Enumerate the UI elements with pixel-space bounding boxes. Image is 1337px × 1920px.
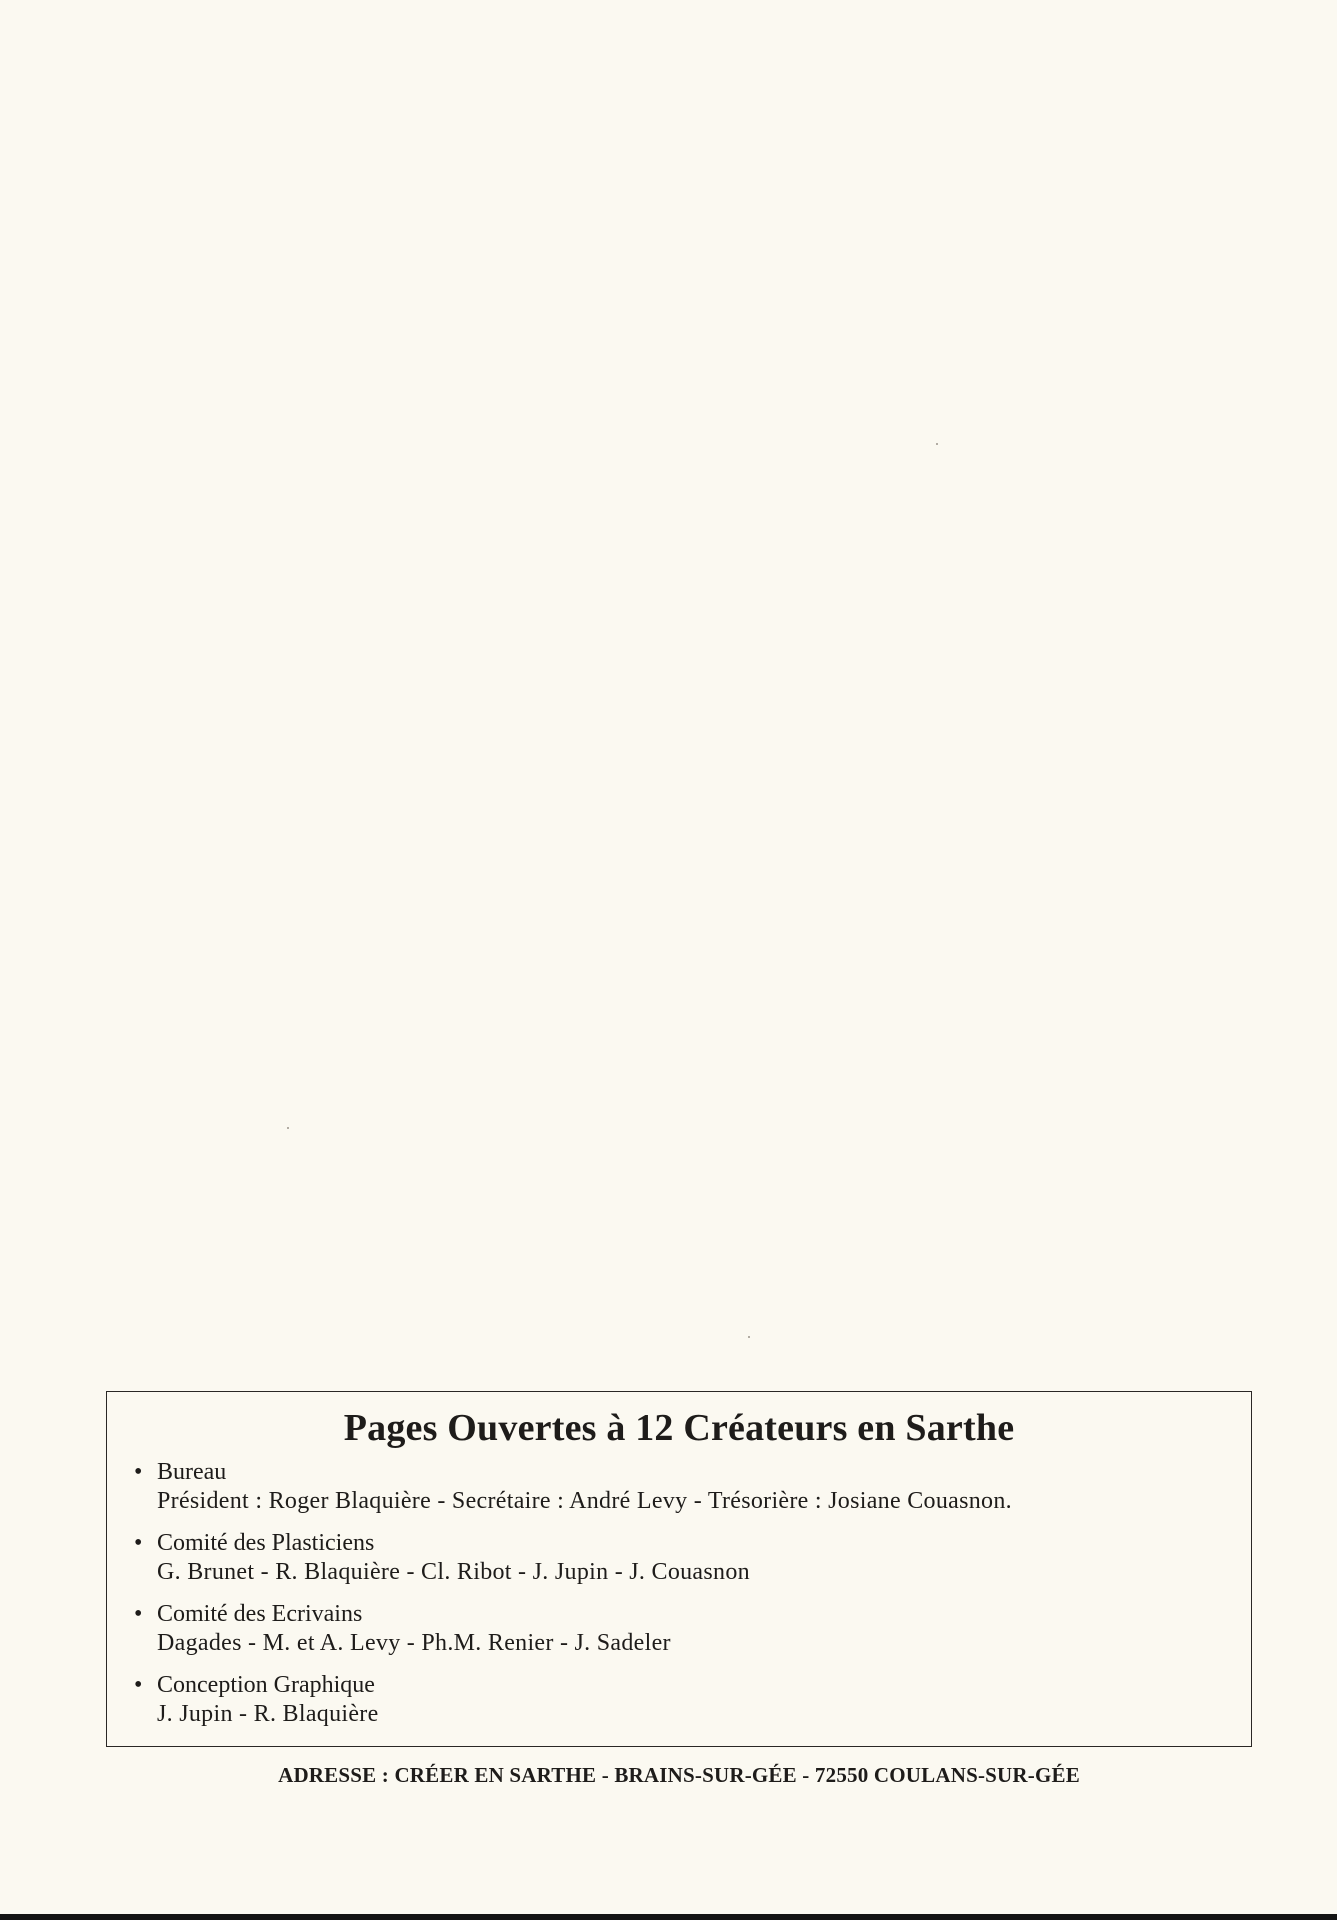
address-line: ADRESSE : CRÉER EN SARTHE - BRAINS-SUR-GÉE - 72550 COULANS-SUR-GÉE [278,1763,1080,1787]
committee-info-box [106,1391,1252,1747]
section-content: Président : Roger Blaquière - Secrétaire : André Levy - Trésorière : Josiane Couasnon. [157,1488,1012,1514]
bullet-icon: • [134,1601,143,1627]
section-content: G. Brunet - R. Blaquière - Cl. Ribot - J. Jupin - J. Couasnon [157,1559,750,1585]
section-heading: Comité des Ecrivains [157,1601,363,1627]
section-content: Dagades - M. et A. Levy - Ph.M. Renier - J. Sadeler [157,1630,671,1656]
section-heading: Bureau [157,1459,227,1485]
paper-speck [936,443,938,445]
section-heading: Conception Graphique [157,1672,375,1698]
box-title: Pages Ouvertes à 12 Créateurs en Sarthe [343,1407,1015,1449]
paper-speck [287,1127,289,1129]
section-content: J. Jupin - R. Blaquière [157,1701,379,1727]
paper-speck [748,1336,750,1338]
scan-bottom-edge [0,1914,1337,1920]
section-heading: Comité des Plasticiens [157,1530,375,1556]
bullet-icon: • [134,1530,143,1556]
bullet-icon: • [134,1672,143,1698]
bullet-icon: • [134,1459,143,1485]
